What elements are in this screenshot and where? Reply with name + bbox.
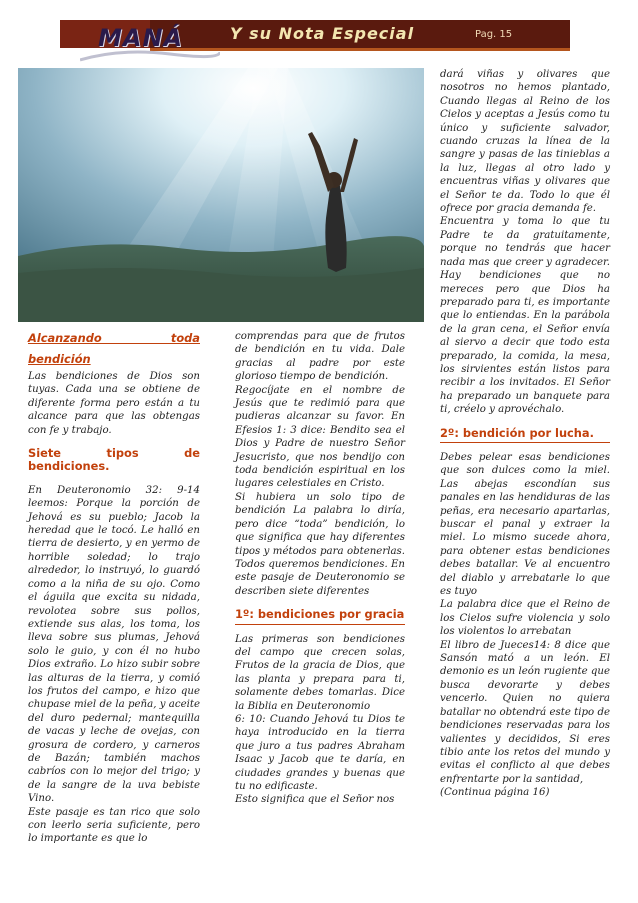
- paragraph: La palabra dice que el Reino de los Cielos sufre violencia y solo los violentos lo arrebatan: [440, 599, 610, 638]
- section-rule: [235, 608, 405, 624]
- deuteronomy-paragraph: En Deuteronomio 32: 9-14 leemos: Porque la porción de Jehová es su pueblo; Jacob la heredad que le tocó. Le halló en tierra de desierto, y en yermo de horrible soledad; lo trajo alrededor, lo instruyó, lo guardó como a la niña de su ojo. Como el águila que excita su nidada, revolotea sobre sus pollos, extiende sus alas, los toma, los lleva sobre sus plumas, Jehová solo le guio, y con él no hubo Dios extraño. Lo hizo subir sobre las alturas de la tierra, y comió los frutos del campo, e hizo que chupase miel de la peña, y aceite del duro pedernal; mantequilla de vacas y leche de ovejas, con grosura de cordero, y carneros de Bazán; también machos cabríos con lo mejor del trigo; y de la sangre de la uva bebiste Vino.: [28, 484, 200, 805]
- paragraph: 6: 10: Cuando Jehová tu Dios te haya introducido en la tierra que juro a tus padres Abraham Isaac y Jacob que te daría, en ciudades grandes y buenas que tu no edificaste.: [235, 713, 405, 792]
- header-title: Y su Nota Especial: [230, 24, 415, 43]
- paragraph: Regocíjate en el nombre de Jesús que te redimió para que pudieras alcanzar su favor. En Efesios 1: 3 dice: Bendito sea el Dios y Padre de nuestro Señor Jesucristo, que nos bendijo con toda bendición espiritual en los lugares celestiales en Cristo.: [235, 384, 405, 490]
- paragraph: El libro de Jueces14: 8 dice que Sansón mató a un león. El demonio es un león rugiente que busca devorarte y debes vencerlo. Quien no quiera batallar no obtendrá este tipo de bendiciones reservadas para los valientes y decididos, Si eres tibio ante los retos del mundo y evitas el conflicto al que debes enfrentarte por la santidad,: [440, 639, 610, 785]
- paragraph: dará viñas y olivares que nosotros no hemos plantado, Cuando llegas al Reino de los Cielos y aceptas a Jesús como tu único y suficiente salvador, cuando cruzas la línea de la sangre y pasas de las tinieblas a la luz, llegas al otro lado y encuentras viñas y olivares que el Señor te da. Todo lo que él ofrece por gracia demanda fe.: [440, 69, 610, 215]
- logo-text: MANÁ: [98, 24, 184, 52]
- section-rule: [440, 427, 610, 443]
- page-number: Pag. 15: [475, 29, 513, 40]
- paragraph: Si hubiera un solo tipo de bendición La palabra lo diría, pero dice “toda” bendición, lo que significa que hay diferentes tipos y métodos para obtenerlas. Todos queremos bendiciones. En este pasaje de Deuteronomio se describen siete diferentes: [235, 491, 405, 597]
- page-header: [0, 0, 638, 70]
- hero-photo: [18, 68, 424, 322]
- mana-logo: [80, 18, 190, 54]
- section-heading-seven-types: Siete tipos de bendiciones.: [28, 446, 200, 474]
- paragraph: comprendas para que de frutos de bendición en tu vida. Dale gracias al padre por este glorioso tiempo de bendición.: [235, 331, 405, 383]
- column-middle: [235, 330, 405, 807]
- paragraph: Encuentra y toma lo que tu Padre te da gratuitamente, porque no tendrás que hacer nada mas que creer y agradecer. Hay bendiciones que no mereces pero que Dios ha preparado para ti, es importante que lo entiendas. En la parábola de la gran cena, el Señor envía al siervo a decir que todo esta preparado, la comida, la mesa, los sirvientes están listos para recibir a los invitados. El Señor ha preparado un banquete para ti, créelo y aprovéchalo.: [440, 216, 610, 416]
- section-heading-grace: 1º: bendiciones por gracia: [235, 607, 405, 622]
- article-heading: Alcanzando toda bendición: [28, 331, 200, 366]
- worship-photo-image: [18, 68, 424, 322]
- paragraph: Debes pelear esas bendiciones que son dulces como la miel. Las abejas escondían sus panales en las hendiduras de las peñas, era necesario apartarlas, buscar el panal y extraer la miel. Lo mismo sucede ahora, para obtener estas bendiciones debes batallar. Ve al encuentro del diablo y arrebatarle lo que es tuyo: [440, 451, 610, 598]
- column-right: [440, 68, 610, 800]
- rich-passage-paragraph: Este pasaje es tan rico que solo con leerlo seria suficiente, pero lo importante es que lo: [28, 806, 200, 845]
- paragraph: Esto significa que el Señor nos: [235, 794, 395, 806]
- paragraph: Las primeras son bendiciones del campo que crecen solas, Frutos de la gracia de Dios, que las planta y prepara para ti, solamente debes tomarlas. Dice la Biblia en Deuteronomio: [235, 633, 405, 712]
- continuation-note: (Continua página 16): [440, 787, 550, 799]
- column-left: [28, 328, 200, 846]
- intro-paragraph: Las bendiciones de Dios son tuyas. Cada una se obtiene de diferente forma pero están a tu alcance para que las obtengas con fe y trabajo.: [28, 371, 200, 436]
- section-heading-struggle: 2º: bendición por lucha.: [440, 425, 594, 440]
